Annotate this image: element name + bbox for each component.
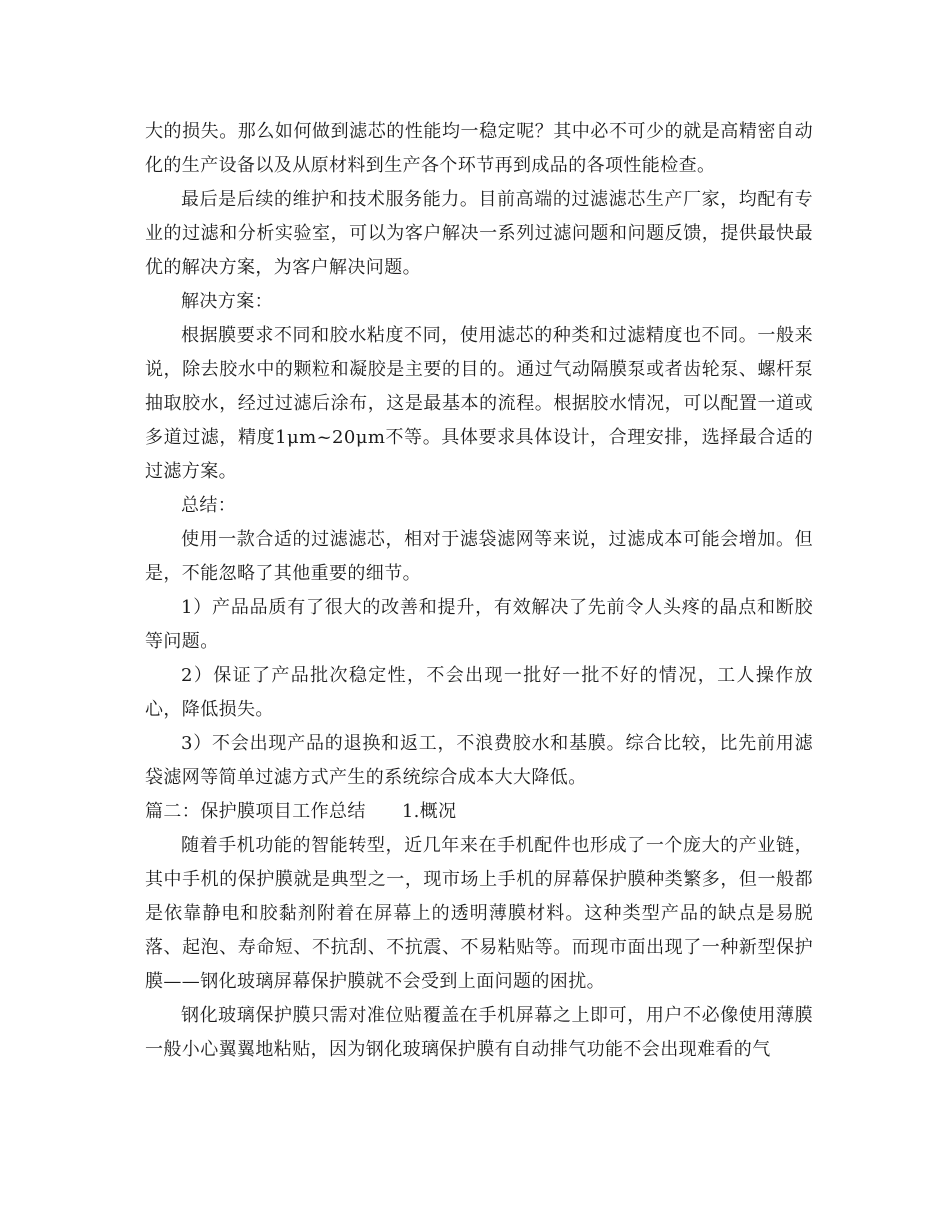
subheading-solution: 解决方案： <box>181 291 273 312</box>
section-heading <box>145 795 813 829</box>
list-item: 2）保证了产品批次稳定性，不会出现一批好一批不好的情况，工人操作放心，降低损失。 <box>145 665 813 720</box>
document-body <box>145 115 813 1067</box>
list-item: 1）产品品质有了很大的改善和提升，有效解决了先前令人头疼的晶点和断胶等问题。 <box>145 597 813 652</box>
subheading-summary: 总结： <box>181 495 237 516</box>
section-title: 篇二：保护膜项目工作总结 <box>145 801 366 822</box>
paragraph: 钢化玻璃保护膜只需对准位贴覆盖在手机屏幕之上即可，用户不必像使用薄膜一般小心翼翼地粘贴，因为钢化玻璃保护膜有自动排气功能不会出现难看的气 <box>145 1005 813 1060</box>
paragraph: 随着手机功能的智能转型，近几年来在手机配件也形成了一个庞大的产业链，其中手机的保护膜就是典型之一，现市场上手机的屏幕保护膜种类繁多，但一般都是依靠静电和胶黏剂附着在屏幕上的透明薄膜材料。这种类型产品的缺点是易脱落、起泡、寿命短、不抗刮、不抗震、不易粘贴等。而现市面出现了一种新型保护膜——钢化玻璃屏幕保护膜就不会受到上面问题的困扰。 <box>145 835 813 992</box>
paragraph: 使用一款合适的过滤滤芯，相对于滤袋滤网等来说，过滤成本可能会增加。但是，不能忽略了其他重要的细节。 <box>145 529 813 584</box>
section-subtitle: 1.概况 <box>401 801 457 822</box>
list-item: 3）不会出现产品的退换和返工，不浪费胶水和基膜。综合比较，比先前用滤袋滤网等简单过滤方式产生的系统综合成本大大降低。 <box>145 733 813 788</box>
paragraph: 最后是后续的维护和技术服务能力。目前高端的过滤滤芯生产厂家，均配有专业的过滤和分析实验室，可以为客户解决一系列过滤问题和问题反馈，提供最快最优的解决方案，为客户解决问题。 <box>145 189 813 278</box>
paragraph: 根据膜要求不同和胶水粘度不同，使用滤芯的种类和过滤精度也不同。一般来说，除去胶水中的颗粒和凝胶是主要的目的。通过气动隔膜泵或者齿轮泵、螺杆泵抽取胶水，经过过滤后涂布，这是最基本的流程。根据胶水情况，可以配置一道或多道过滤，精度1μm~20μm不等。具体要求具体设计，合理安排，选择最合适的过滤方案。 <box>145 325 813 482</box>
paragraph: 大的损失。那么如何做到滤芯的性能均一稳定呢？其中必不可少的就是高精密自动化的生产设备以及从原材料到生产各个环节再到成品的各项性能检查。 <box>145 121 813 176</box>
